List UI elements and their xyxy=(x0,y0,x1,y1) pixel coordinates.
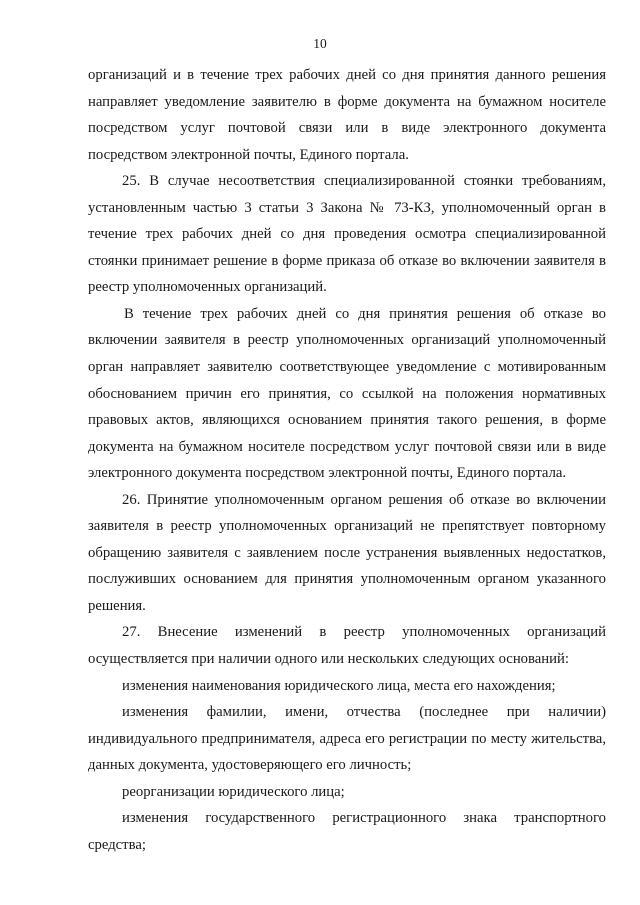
list-item: изменения наименования юридического лица, места его нахождения; xyxy=(122,677,556,694)
list-item: изменения государственного регистрационного знака транспортного средства; xyxy=(88,810,606,853)
paragraph-item-26: 26. Принятие уполномоченным органом решения об отказе во включении заявителя в реестр уполномоченных организаций не препятствует повторному обращению заявителя с заявлением после устранения выявленных недостатков, послуживших основанием для принятия уполномоченным органом указанного решения. xyxy=(88,491,606,614)
document-body xyxy=(88,62,606,858)
paragraph-refusal-notice: В течение трех рабочих дней со дня принятия решения об отказе во включении заявителя в реестр уполномоченных организаций уполномоченный орган направляет заявителю соответствующее уведомление с мотивированным обоснованием причин его принятия, со ссылкой на положения нормативных правовых актов, являющихся основанием принятия такого решения, в форме документа на бумажном носителе посредством услуг почтовой связи или в виде электронного документа посредством электронной почты, Единого портала. xyxy=(88,305,606,482)
list-item: изменения фамилии, имени, отчества (последнее при наличии) индивидуального предпринимателя, адреса его регистрации по месту жительства, данных документа, удостоверяющего его личность; xyxy=(88,704,606,774)
page-number: 10 xyxy=(313,36,327,51)
paragraph-item-27: 27. Внесение изменений в реестр уполномоченных организаций осуществляется при наличии одного или нескольких следующих оснований: xyxy=(88,624,606,668)
paragraph-continuation: организаций и в течение трех рабочих дней со дня принятия данного решения направляет уведомление заявителю в форме документа на бумажном носителе посредством услуг почтовой связи или в виде электронного документа посредством электронной почты, Единого портала. xyxy=(88,67,606,163)
paragraph-item-25: 25. В случае несоответствия специализированной стоянки требованиям, установленным частью 3 статьи 3 Закона № 73-КЗ, уполномоченный орган в течение трех рабочих дней со дня проведения осмотра специализированной стоянки принимает решение в форме приказа об отказе во включении заявителя в реестр уполномоченных организаций. xyxy=(88,173,606,296)
list-item: реорганизации юридического лица; xyxy=(122,783,345,800)
